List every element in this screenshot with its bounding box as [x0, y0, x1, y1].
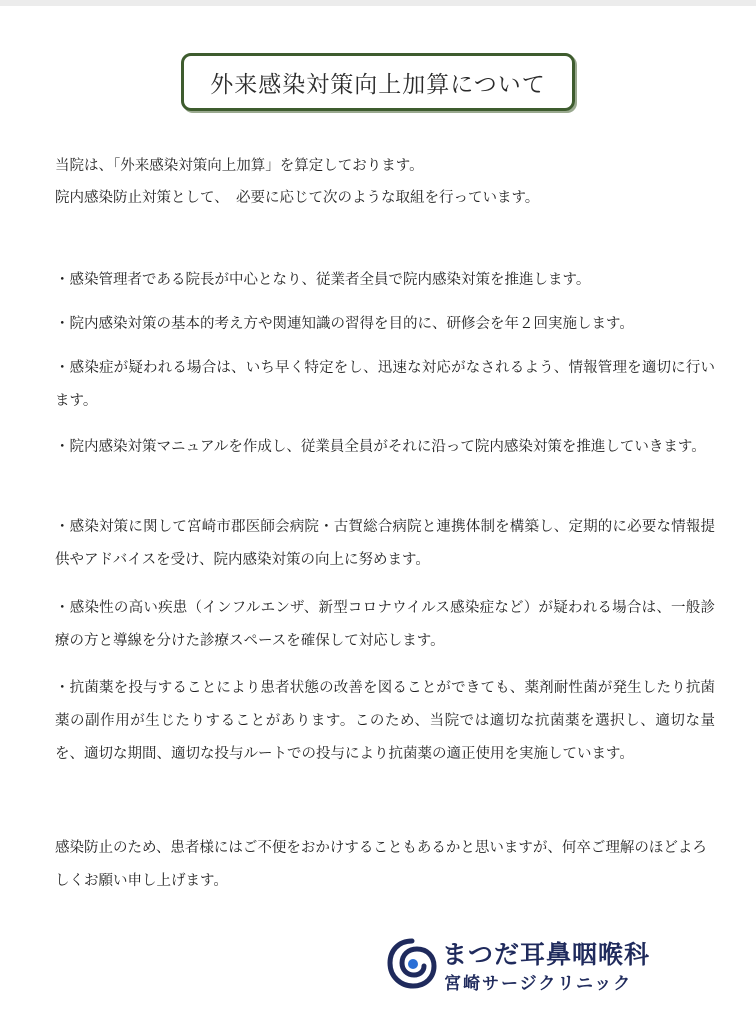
page-title: 外来感染対策向上加算について [210, 71, 546, 98]
list-item: ・院内感染対策マニュアルを作成し、従業員全員がそれに沿って院内感染対策を推進していきます。 [55, 439, 706, 455]
intro-line: 院内感染防止対策として、 必要に応じて次のような取組を行っています。 [55, 190, 540, 206]
list-item: ・感染症が疑われる場合は、いち早く特定をし、迅速な対応がなされるよう、情報管理を適切に行います。 [55, 360, 715, 409]
list-item: ・抗菌薬を投与することにより患者状態の改善を図ることができても、薬剤耐性菌が発生したり抗菌薬の副作用が生じたりすることがあります。このため、当院では適切な抗菌薬を選択し、適切な量を、適切な期間、適切な投与ルートでの投与により抗菌薬の適正使用を実施しています。 [55, 680, 715, 762]
list-item: ・感染対策に関して宮崎市郡医師会病院・古賀総合病院と連携体制を構築し、定期的に必要な情報提供やアドバイスを受け、院内感染対策の向上に努めます。 [55, 519, 715, 568]
swirl-logo-icon [386, 935, 438, 991]
list-item: ・院内感染対策の基本的考え方や関連知識の習得を目的に、研修会を年２回実施します。 [55, 316, 634, 332]
title-box [181, 53, 575, 111]
clinic-subname: 宮崎サージクリニック [444, 974, 633, 994]
intro-line: 当院は、「外来感染対策向上加算」を算定しております。 [55, 158, 424, 174]
clinic-logo [386, 935, 686, 995]
intro-section [55, 150, 735, 214]
list-item: ・感染管理者である院長が中心となり、従業者全員で院内感染対策を推進します。 [55, 272, 591, 288]
clinic-name: まつだ耳鼻咽喉科 [442, 940, 651, 969]
closing-text: 感染防止のため、患者様にはご不便をおかけすることもあるかと思いますが、何卒ご理解のほどよろしくお願い申し上げます。 [55, 840, 707, 889]
list-item: ・感染性の高い疾患（インフルエンザ、新型コロナウイルス感染症など）が疑われる場合は、一般診療の方と導線を分けた診療スペースを確保して対応します。 [55, 600, 715, 649]
